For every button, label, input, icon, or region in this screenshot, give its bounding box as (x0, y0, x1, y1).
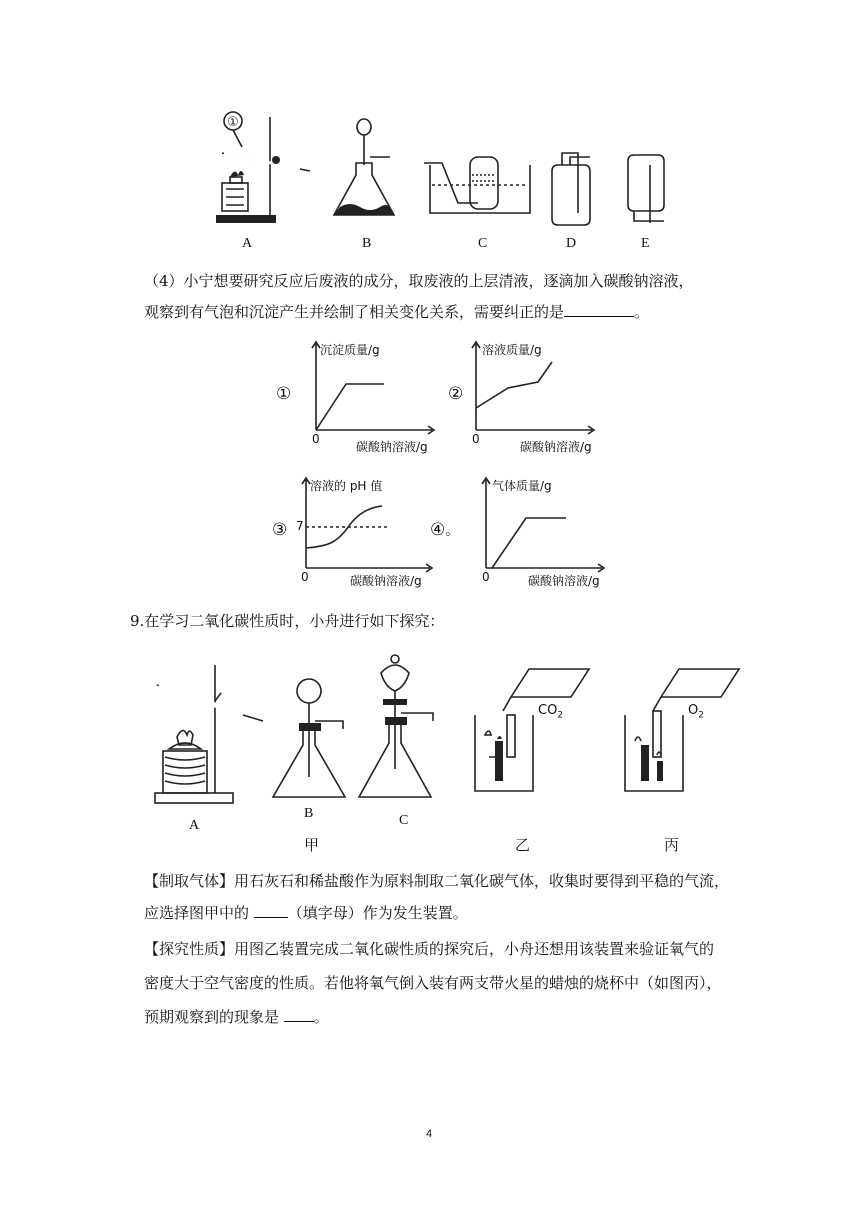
graph-1-curve (316, 384, 384, 430)
o2-bottle-text: O (688, 703, 699, 718)
top-label-d: D (566, 236, 577, 251)
top-label-e: E (641, 236, 650, 251)
apparatus-c-top (424, 157, 530, 213)
q4-line-2 (144, 301, 649, 323)
graph-3-ylabel: 溶液的 pH 值 (310, 479, 383, 493)
top-label-c: C (478, 236, 488, 251)
q4-line-2-text: 观察到有气泡和沉淀产生并绘制了相关变化关系，需要纠正的是 (144, 303, 565, 321)
graph-2-ylabel: 溶液质量/g (482, 343, 542, 357)
graph-3-xlabel: 碳酸钠溶液/g (350, 574, 422, 588)
q9-p2-line-1: 【探究性质】用图乙装置完成二氧化碳性质的探究后，小舟还想用该装置来验证氧气的 (144, 940, 715, 958)
graph-1-marker: ① (276, 384, 292, 404)
graph-3-origin: 0 (301, 570, 309, 584)
q9-label-c: C (399, 813, 409, 828)
graph-2-marker: ② (448, 384, 464, 404)
graph-1-ylabel: 沉淀质量/g (320, 343, 380, 357)
graph-1-origin: 0 (312, 432, 320, 446)
q9-p2-answer-blank[interactable] (284, 1021, 314, 1022)
graph-3-marker: ③ (272, 520, 288, 540)
page-number: 4 (426, 1128, 433, 1140)
co2-bottle-text: CO (538, 703, 558, 718)
graph-4-origin: 0 (482, 570, 490, 584)
q9-label-b: B (304, 806, 314, 821)
co2-bottle-label (538, 703, 563, 721)
top-apparatus-figure (200, 105, 660, 255)
apparatus-b-top (334, 119, 394, 215)
q9-group-jia: 甲 (304, 836, 320, 854)
graph-2-origin: 0 (472, 432, 480, 446)
top-label-b: B (362, 236, 372, 251)
q9-apparatus-c (359, 655, 433, 797)
q9-apparatus-bing (625, 669, 739, 791)
q4-line-1: （4）小宁想要研究反应后废液的成分，取废液的上层清液，逐滴加入碳酸钠溶液， (144, 272, 694, 290)
apparatus-a-circle-label: ① (227, 115, 239, 130)
q9-apparatus-b (273, 679, 345, 797)
q9-p1-line-2 (144, 902, 468, 924)
q4-answer-blank[interactable] (564, 316, 634, 317)
q9-p1-line-2-end: （填字母）作为发生装置。 (287, 904, 468, 922)
q4-line-2-end: 。 (634, 303, 650, 321)
graph-4-suffix: 。 (445, 523, 460, 539)
graph-3-yref: 7 (296, 519, 304, 533)
graph-4-marker (430, 520, 459, 540)
co2-bottle-sub: 2 (557, 710, 564, 721)
graph-2-curve (476, 362, 552, 408)
graph-2-xlabel: 碳酸钠溶液/g (520, 440, 592, 454)
q9-p2-line-3 (144, 1006, 329, 1028)
graph-4-marker-glyph: ④ (430, 520, 446, 540)
q9-group-bing: 丙 (664, 836, 680, 854)
graph-4-curve (492, 518, 566, 568)
q9-p1-line-2-text: 应选择图甲中的 (144, 904, 254, 922)
q9-p2-line-3-end: 。 (313, 1008, 329, 1026)
o2-bottle-label (688, 703, 704, 721)
graph-1-xlabel: 碳酸钠溶液/g (356, 440, 428, 454)
apparatus-a-top (216, 117, 310, 223)
q9-p1-answer-blank[interactable] (254, 917, 288, 918)
q9-title: 9.在学习二氧化碳性质时，小舟进行如下探究： (130, 612, 445, 630)
apparatus-d-top (552, 153, 590, 225)
graph-4-xlabel: 碳酸钠溶液/g (528, 574, 600, 588)
o2-bottle-sub: 2 (698, 710, 704, 721)
graph-4-ylabel: 气体质量/g (492, 479, 552, 493)
q9-group-yi: 乙 (515, 836, 531, 854)
q9-label-a: A (189, 818, 200, 833)
q9-p1-line-1: 【制取气体】用石灰石和稀盐酸作为原料制取二氧化碳气体，收集时要得到平稳的气流， (144, 872, 730, 890)
top-label-a: A (242, 236, 253, 251)
q9-apparatus-figure (145, 645, 735, 815)
q9-apparatus-a (155, 665, 263, 803)
q9-apparatus-yi (475, 669, 589, 791)
apparatus-e-top (628, 155, 664, 223)
q9-p2-line-2: 密度大于空气密度的性质。若他将氧气倒入装有两支带火星的蜡烛的烧杯中（如图丙）， (144, 974, 722, 992)
q9-p2-line-3-text: 预期观察到的现象是 (144, 1008, 284, 1026)
